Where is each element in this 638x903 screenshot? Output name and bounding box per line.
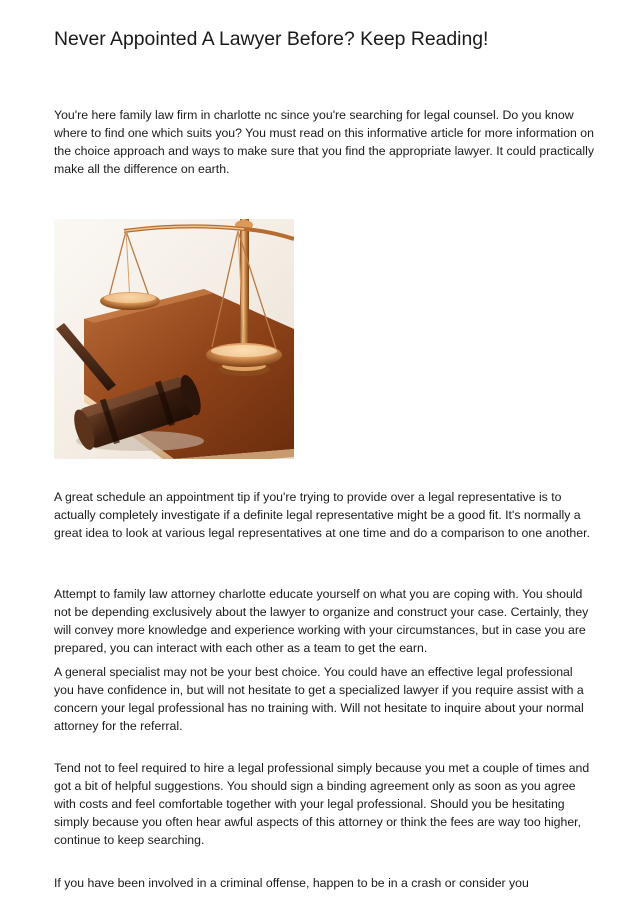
scales-and-gavel-photo [54,219,294,459]
paragraph-appointment-tip: A great schedule an appointment tip if you're trying to provide over a legal representative is to actually completely investigate if a definite legal representative might be a good fit. It's normally a great idea to look at various legal representatives at one time and do a comparison to one another. [54,490,590,540]
paragraph-educate-yourself: Attempt to family law attorney charlotte educate yourself on what you are coping with. You should not be depending exclusively about the lawyer to organize and construct your case. Certainly, they will convey more knowledge and experience working with your circumstances, but in case you are prepared, you can interact with each other as a team to get the earn. [54,587,589,655]
paragraph-criminal-offense: If you have been involved in a criminal offense, happen to be in a crash or consider you [54,876,529,890]
paragraph-general-specialist: A general specialist may not be your best choice. You could have an effective legal professional you have confidence in, but will not hesitate to get a specialized lawyer if you require assist with a concern your legal professional has no training with. Will not hesitate to inquire about your normal attorney for the referral. [54,665,584,733]
page-title: Never Appointed A Lawyer Before? Keep Reading! [54,28,489,50]
paragraph-hiring-pressure: Tend not to feel required to hire a legal professional simply because you met a couple of times and got a bit of helpful suggestions. You should sign a binding agreement only as soon as you agree with costs and feel comfortable together with your legal professional. Should you be hesitating simply because you often hear awful aspects of this attorney or think the fees are way too higher, continue to keep searching. [54,761,590,847]
paragraph-intro: You're here family law firm in charlotte nc since you're searching for legal counsel. Do you know where to find one which suits you? You must read on this informative article for more information on the choice approach and ways to make sure that you find the appropriate lawyer. It could practically make all the difference on earth. [54,108,595,176]
